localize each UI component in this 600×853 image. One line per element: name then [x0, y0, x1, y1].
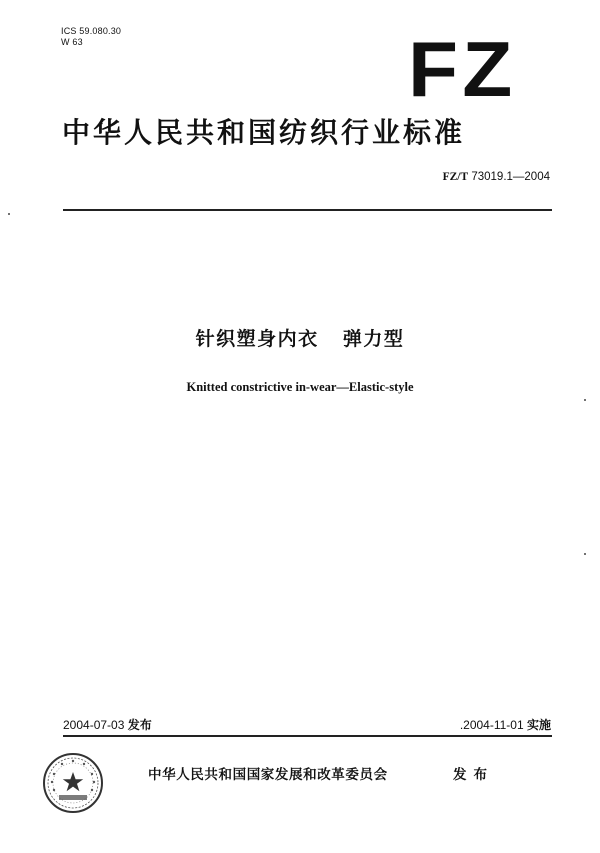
implementation-date [460, 716, 551, 733]
scan-speck [584, 399, 586, 401]
standard-number-value: 73019.1—2004 [471, 171, 550, 183]
document-title-cn: 针织塑身内衣 弹力型 [195, 328, 405, 350]
implementation-date-value: .2004-11-01 [459, 718, 524, 732]
standard-number-prefix: FZ/T [442, 171, 469, 183]
ics-code: ICS 59.080.30 [61, 26, 122, 36]
standard-number [443, 171, 550, 183]
issue-date [63, 716, 152, 733]
publish-label: 发布 [453, 767, 494, 783]
issue-date-value: 2004-07-03 [63, 718, 125, 732]
fz-logo: FZ [408, 25, 517, 113]
official-seal-icon [42, 752, 104, 814]
classification-codes [61, 26, 121, 48]
top-divider [63, 209, 552, 211]
standard-title: 中华人民共和国纺织行业标准 [62, 116, 466, 149]
ccs-code: W 63 [61, 37, 83, 47]
bottom-divider [63, 735, 552, 737]
implementation-date-label: 实施 [526, 718, 551, 732]
document-title-en: Knitted constrictive in-wear—Elastic-style [186, 380, 414, 394]
issuing-authority: 中华人民共和国国家发展和改革委员会 [148, 767, 388, 783]
issue-date-label: 发布 [127, 718, 152, 732]
scan-speck [584, 553, 586, 555]
scan-speck [8, 213, 10, 215]
